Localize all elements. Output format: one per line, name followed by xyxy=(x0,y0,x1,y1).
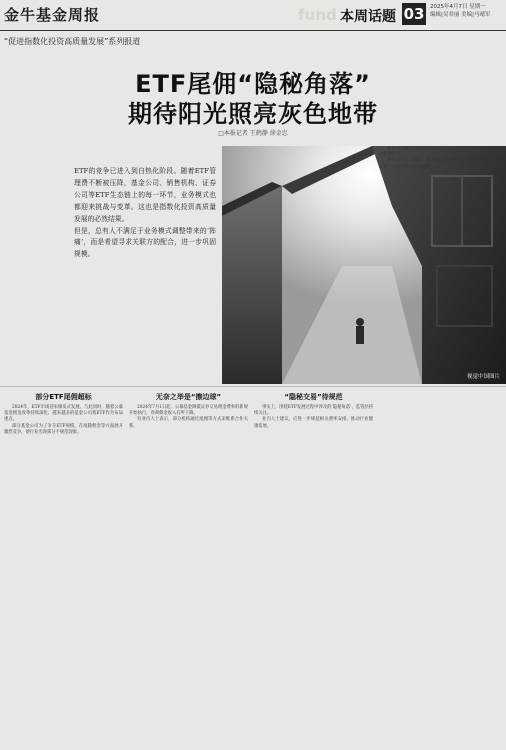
lead-paragraph xyxy=(74,166,216,316)
headline-line-1: ETF尾佣“隐秘角落” xyxy=(135,70,371,98)
column-2-subheading: 无奈之举是“擦边球” xyxy=(155,393,222,401)
column-3-paragraph: 事实上，围绕ETF发展过程中涉及的‘隐秘角落’，监管层持续关注。 xyxy=(254,405,373,417)
column-2-paragraph: 有业内人士表示，部分机构通过尾佣等方式来维系合作关系。 xyxy=(129,417,248,429)
column-1-paragraph: 2024年，ETF市场迎来爆发式发展。与此同时，随着公募基金佣金改革持续深化，越来越多的基金公司将ETF作为布局重点。 xyxy=(4,405,123,423)
lead-paragraph-2: 但是，总有人不满足于业务模式调整带来的‘阵痛’，而是希望寻求关联方的配合，进一步巩固规模。 xyxy=(74,226,216,259)
column-1-subheading: 部分ETF尾佣超标 xyxy=(35,393,92,401)
header-rule xyxy=(0,30,506,31)
editor-credit: 编辑|吴君丽 美编|马晴军 xyxy=(430,11,491,18)
body-column-3 xyxy=(254,388,373,746)
section-title: 本周话题 xyxy=(340,9,396,25)
page-number-badge: 03 xyxy=(403,5,425,23)
body-column-4 xyxy=(379,146,502,746)
issue-date: 2025年4月7日 星期一 xyxy=(430,4,486,10)
issue-info xyxy=(430,4,504,19)
section-word: fund xyxy=(298,6,337,24)
byline: □本报记者 王鹤静 徐金忠 xyxy=(218,130,288,137)
lead-paragraph-1: ETF的竞争已进入到白热化阶段。随着ETF管理费不断被压降，基金公司、销售机构、证券公司等ETF生态链上的每一环节，业务模式也都迎来挑战与变革。这也是指数化投资高质量发展的必然结果。 xyxy=(74,167,216,223)
column-3-paragraph: 业内人士建议，应进一步规范相关费率安排，推动行业健康发展。 xyxy=(254,417,373,429)
page-header xyxy=(0,0,506,30)
headline-line-2: 期待阳光照亮灰色地带 xyxy=(128,100,378,128)
photo-credit: 视觉中国图片 xyxy=(466,374,500,380)
column-2-paragraph: 2024年7月1日起，公募基金降低证券交易佣金费率的新规开始执行，券商佣金收入有所下降。 xyxy=(129,405,248,417)
column-3-subheading: “隐秘交易”待规范 xyxy=(284,393,343,401)
column-4-paragraph: 在ETF规模快速增长的背景下，如何平衡各方利益成为行业关注的焦点。 xyxy=(379,146,502,158)
column-1-paragraph: 部分基金公司为了争夺ETF规模，在尾随佣金等方面展开激烈竞争，使行业出现部分不规范现象。 xyxy=(4,423,123,435)
column-4-paragraph: 多位业内人士建议，在后续的发展中，应持续优化相关制度安排，让阳光照亮灰色地带。 xyxy=(379,158,502,170)
series-tagline: “促进指数化投资高质量发展”系列报道 xyxy=(4,37,141,46)
body-column-1 xyxy=(4,388,123,746)
masthead-title: 金牛基金周报 xyxy=(4,6,101,24)
body-column-2 xyxy=(129,388,248,746)
